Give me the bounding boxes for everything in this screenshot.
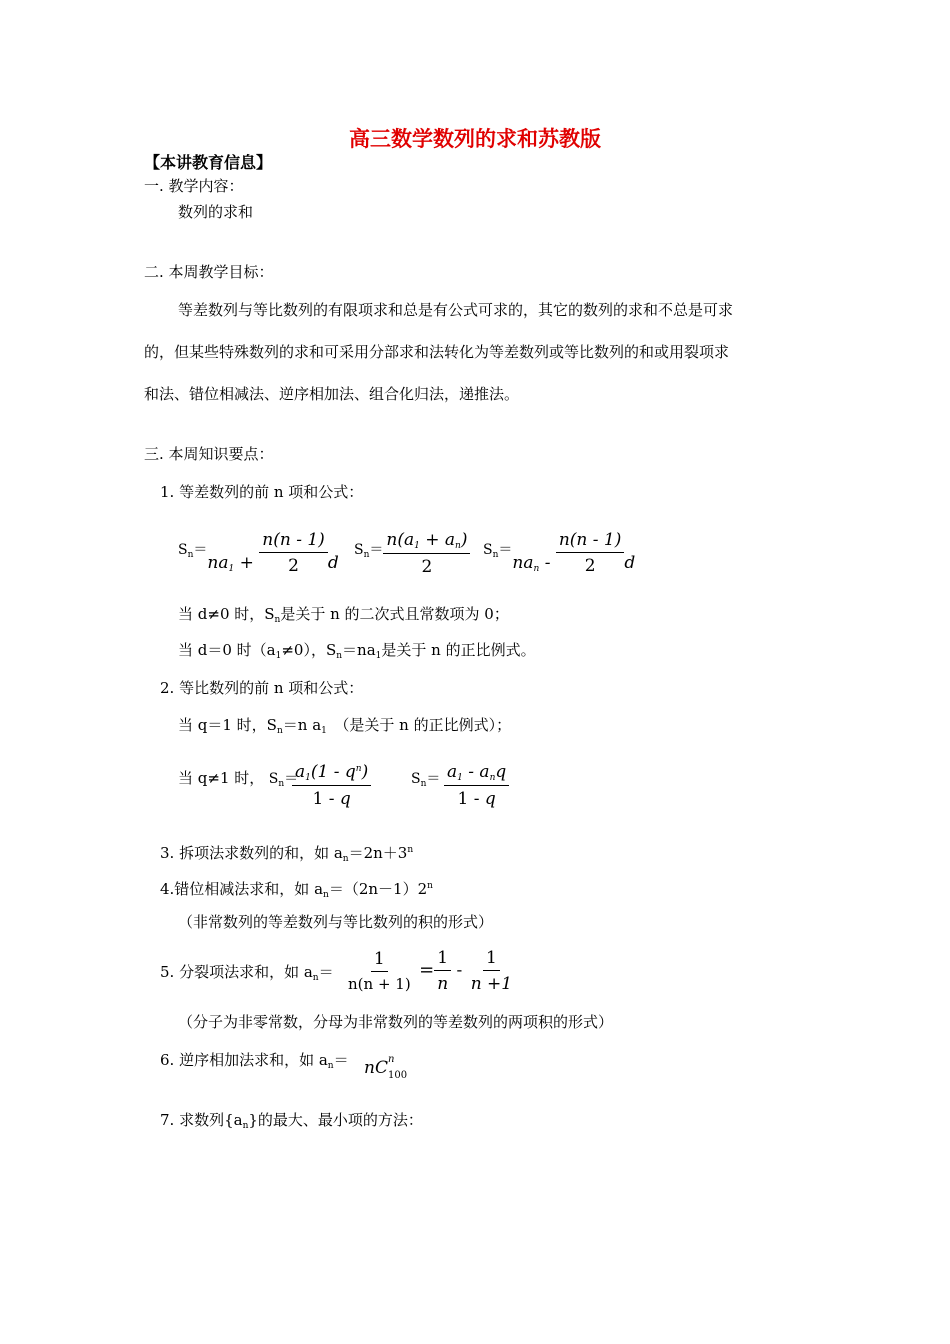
arith-sum-formula-3: $S_n=na_n$ - $\frac{n(n - 1)}{2}$ d: [483, 530, 636, 576]
section3-heading: 三. 本周知识要点：: [144, 445, 274, 463]
point5: 5. 分裂项法求和，如 $a_n=$: [160, 963, 334, 983]
section2-heading: 二. 本周教学目标：: [144, 263, 274, 281]
point4: 4.错位相减法求和，如 $a_n=(2n-1)2^n$: [160, 880, 433, 900]
partial-fraction-formula: $\frac{1}{n(n + 1)}$ = $\frac{1}{n}$ - $\frac{1}{n +1}$: [348, 948, 513, 994]
point2-note-1: 当 q＝1 时，$S_n=n$ $a_1$ （是关于 n 的正比例式）；: [178, 716, 512, 736]
point1-note-2: 当 d＝0 时$(a_1\ne 0)$，$S_n=na_1$是关于 n 的正比例式。: [178, 641, 536, 661]
point6: 6. 逆序相加法求和，如 $a_n=$: [160, 1051, 349, 1071]
geo-sum-formula-2: $\frac{a_1 - a_nq}{1 - q}$: [444, 762, 509, 809]
point5-note: （分子为非零常数，分母为非常数列的等差数列的两项积的形式）: [178, 1013, 614, 1031]
point1-note-1: 当 d≠0 时，$S_n$是关于 n 的二次式且常数项为 0；: [178, 605, 509, 625]
point4-note: （非常数列的等差数列与等比数列的积的形式）: [178, 913, 494, 931]
geo-sum-label: $S_n=$: [411, 771, 441, 789]
point1-heading: 1. 等差数列的前 n 项和公式：: [160, 483, 364, 501]
section2-line-3: 和法、错位相减法、逆序相加法、组合化归法，递推法。: [144, 385, 520, 403]
point3: 3. 拆项法求数列的和，如 $a_n=2n+3^n$: [160, 844, 414, 864]
point7: 7. 求数列$\{a_n\}$的最大、最小项的方法：: [160, 1111, 423, 1131]
arith-sum-formula-1: $S_n=na_1$ + $\frac{n(n - 1)}{2}$ d: [178, 530, 339, 576]
section1-heading: 一. 教学内容：: [144, 177, 244, 195]
document-title: 高三数学数列的求和苏教版: [349, 126, 601, 151]
arith-sum-formula-2: $S_n=$ $\frac{n(a_1 + a_n)}{2}$: [354, 526, 470, 573]
point2-note-2: 当 q≠1 时， $S_n=$: [178, 769, 299, 789]
section1-content: 数列的求和: [178, 203, 254, 221]
section2-line-1: 等差数列与等比数列的有限项求和总是有公式可求的，其它的数列的求和不总是可求: [178, 301, 734, 319]
geo-sum-formula-1: $\frac{a_1(1 - q^n)}{1 - q}$: [292, 762, 371, 809]
point2-heading: 2. 等比数列的前 n 项和公式：: [160, 679, 364, 697]
combination-formula: nC n 100: [364, 1053, 408, 1081]
section-header: 【本讲教育信息】: [144, 153, 273, 172]
section2-line-2: 的，但某些特殊数列的求和可采用分部求和法转化为等差数列或等比数列的和或用裂项求: [144, 343, 730, 361]
